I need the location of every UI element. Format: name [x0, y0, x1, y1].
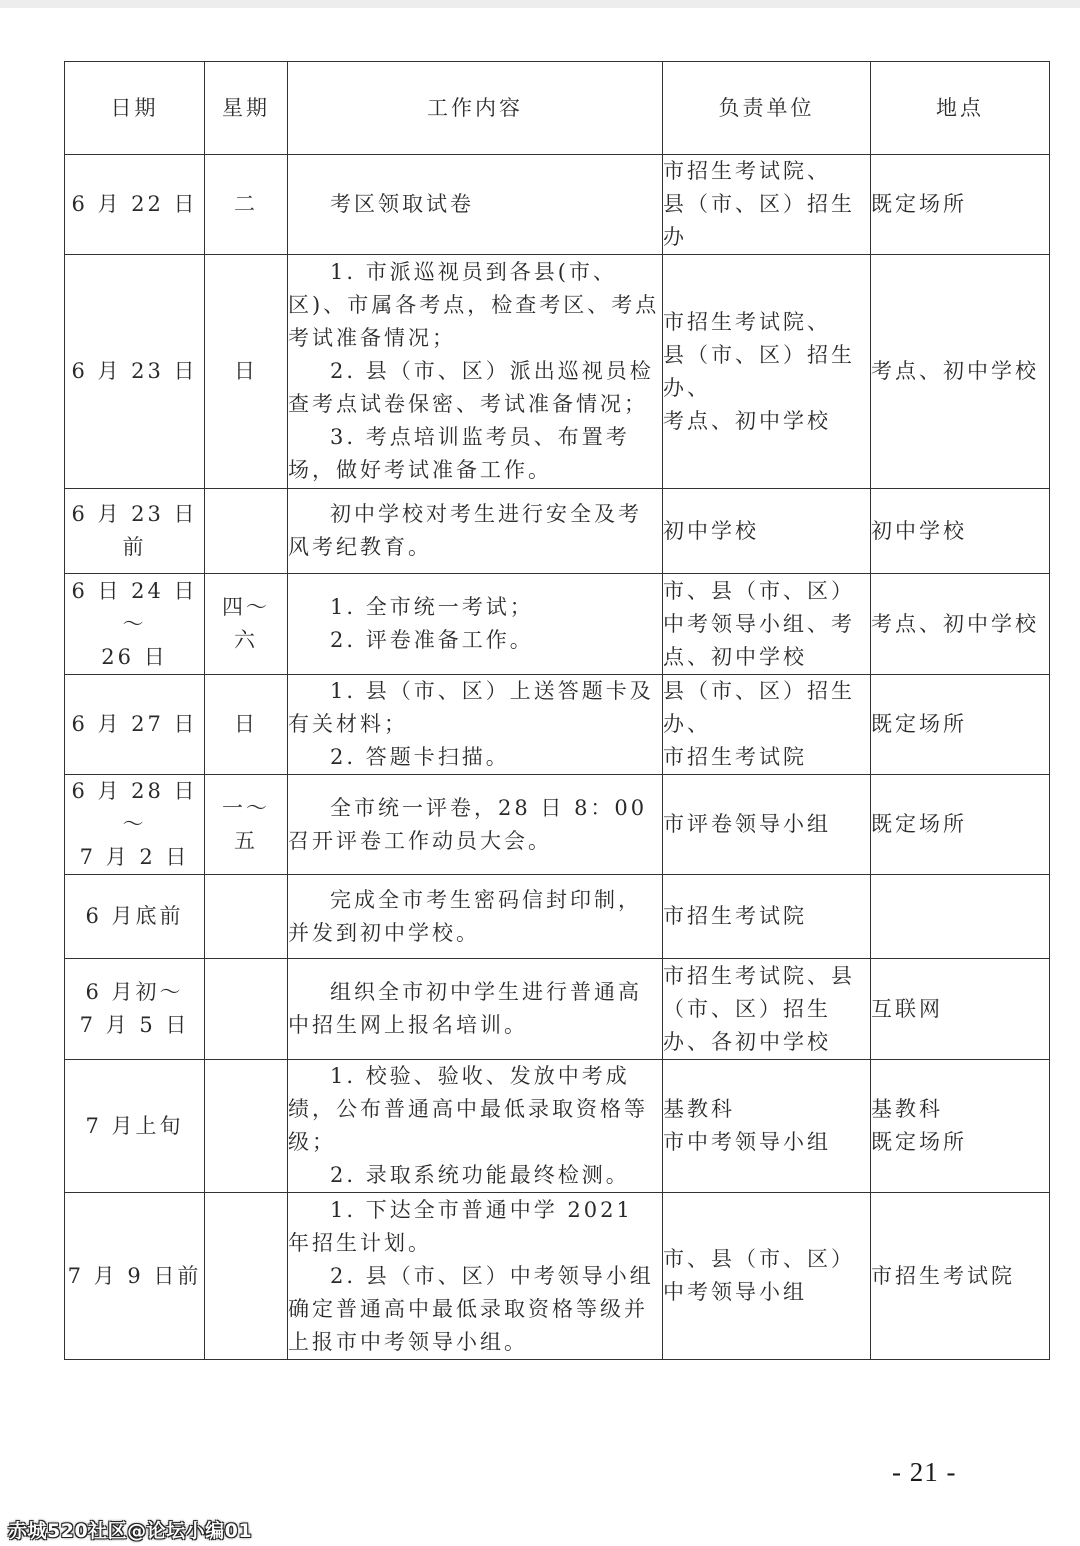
date-line: 6 日 24 日～ [71, 578, 198, 636]
cell-weekday [205, 574, 288, 675]
cell-content [288, 1060, 663, 1193]
cell-place [871, 959, 1050, 1060]
cell-unit [663, 155, 871, 255]
content-line: 1. 校验、验收、发放中考成绩，公布普通高中最低录取资格等级； [288, 1064, 648, 1154]
date-line: 6 月 23 日前 [71, 502, 198, 559]
date-line: 7 月上旬 [85, 1113, 184, 1138]
header-unit: 负责单位 [663, 62, 871, 155]
content-line: 1. 市派巡视员到各县(市、区)、市属各考点，检查考区、考点考试准备情况； [288, 260, 660, 350]
cell-place [871, 775, 1050, 875]
cell-date [65, 1060, 205, 1193]
cell-content [288, 489, 663, 574]
place-line: 市招生考试院 [871, 1263, 1015, 1288]
unit-line: 市招生考试院、县（市、区）招生办、各初中学校 [663, 963, 855, 1054]
place-line: 考点、初中学校 [871, 359, 1039, 383]
table-body [65, 155, 1050, 1360]
schedule-table [64, 61, 1050, 1360]
cell-weekday [205, 959, 288, 1060]
cell-date [65, 489, 205, 574]
unit-line: 市招生考试院 [663, 745, 807, 769]
place-line: 既定场所 [871, 812, 967, 836]
cell-content [288, 155, 663, 255]
weekday-line: 二 [234, 192, 258, 216]
cell-date [65, 255, 205, 489]
header-content: 工作内容 [288, 62, 663, 155]
table-row [65, 1193, 1050, 1360]
table-row [65, 1060, 1050, 1193]
cell-unit [663, 1193, 871, 1360]
unit-line: 基教科 [663, 1097, 735, 1121]
place-line: 既定场所 [871, 712, 967, 736]
unit-line: 市招生考试院、 [663, 159, 831, 183]
unit-line: 县（市、区）招生办、 [663, 679, 855, 736]
content-line: 1. 全市统一考试； [330, 595, 534, 619]
table-row [65, 155, 1050, 255]
content-line: 2. 县（市、区）中考领导小组确定普通高中最低录取资格等级并上报市中考领导小组。 [288, 1263, 654, 1354]
date-line: 6 月 27 日 [71, 712, 198, 736]
cell-weekday [205, 489, 288, 574]
cell-place [871, 489, 1050, 574]
weekday-line: 日 [234, 359, 258, 383]
date-line: 6 月 22 日 [71, 192, 198, 216]
cell-content [288, 675, 663, 775]
unit-line: 市评卷领导小组 [663, 812, 831, 836]
date-line: 6 月底前 [85, 904, 184, 928]
cell-weekday [205, 1060, 288, 1193]
date-line: 26 日 [101, 644, 168, 669]
cell-unit [663, 574, 871, 675]
unit-line: 市招生考试院 [663, 904, 807, 928]
cell-content [288, 574, 663, 675]
watermark: 赤城520社区@论坛小编01 [8, 1520, 253, 1542]
unit-line: 考点、初中学校 [663, 408, 831, 433]
cell-date [65, 875, 205, 959]
content-line: 1. 下达全市普通中学 2021 年招生计划。 [288, 1197, 633, 1255]
table-row [65, 775, 1050, 875]
weekday-line: 一～ [222, 795, 270, 820]
cell-date [65, 675, 205, 775]
cell-place [871, 675, 1050, 775]
cell-weekday [205, 675, 288, 775]
content-line: 2. 县（市、区）派出巡视员检查考点试卷保密、考试准备情况； [288, 359, 654, 416]
content-line: 3. 考点培训监考员、布置考场，做好考试准备工作。 [288, 425, 630, 482]
place-line: 考点、初中学校 [871, 611, 1039, 636]
cell-content [288, 1193, 663, 1360]
weekday-line: 日 [234, 712, 258, 736]
weekday-line: 六 [234, 628, 258, 652]
weekday-line: 五 [234, 828, 258, 853]
table-row [65, 959, 1050, 1060]
cell-content [288, 255, 663, 489]
date-line: 6 月 28 日～ [71, 779, 198, 836]
cell-content [288, 875, 663, 959]
unit-line: 县（市、区）招生办、 [663, 342, 855, 400]
cell-weekday [205, 255, 288, 489]
unit-line: 县（市、区）招生办 [663, 192, 855, 249]
cell-place [871, 1060, 1050, 1193]
place-line: 基教科 [871, 1097, 943, 1121]
cell-date [65, 155, 205, 255]
cell-unit [663, 675, 871, 775]
cell-unit [663, 875, 871, 959]
unit-line: 初中学校 [663, 518, 759, 543]
cell-date [65, 574, 205, 675]
cell-unit [663, 775, 871, 875]
cell-place [871, 255, 1050, 489]
cell-weekday [205, 155, 288, 255]
table-row [65, 255, 1050, 489]
cell-place [871, 875, 1050, 959]
cell-weekday [205, 775, 288, 875]
page-number: - 21 - [892, 1457, 957, 1487]
top-strip [0, 0, 1080, 8]
unit-line: 市、县（市、区）中考领导小组 [663, 1247, 855, 1304]
table-row [65, 875, 1050, 959]
cell-content [288, 959, 663, 1060]
cell-unit [663, 255, 871, 489]
date-line: 7 月 9 日前 [67, 1263, 202, 1288]
date-line: 7 月 5 日 [79, 1013, 190, 1037]
place-line: 初中学校 [871, 518, 967, 543]
cell-content [288, 775, 663, 875]
date-line: 6 月初～ [85, 980, 184, 1004]
cell-weekday [205, 1193, 288, 1360]
cell-place [871, 155, 1050, 255]
content-line: 2. 录取系统功能最终检测。 [330, 1163, 630, 1187]
date-line: 6 月 23 日 [71, 359, 198, 383]
content-line: 完成全市考生密码信封印制，并发到初中学校。 [288, 887, 642, 945]
cell-date [65, 1193, 205, 1360]
content-line: 2. 评卷准备工作。 [330, 628, 534, 652]
header-place: 地点 [871, 62, 1050, 155]
cell-date [65, 959, 205, 1060]
unit-line: 市、县（市、区）中考领导小组、考点、初中学校 [663, 578, 855, 669]
place-line: 互联网 [871, 996, 943, 1021]
cell-unit [663, 959, 871, 1060]
header-row [65, 62, 1050, 155]
place-line: 既定场所 [871, 1130, 967, 1154]
content-line: 组织全市初中学生进行普通高中招生网上报名培训。 [288, 980, 642, 1037]
unit-line: 市中考领导小组 [663, 1130, 831, 1154]
table-row [65, 574, 1050, 675]
header-date: 日期 [65, 62, 205, 155]
content-line: 2. 答题卡扫描。 [330, 745, 510, 769]
content-line: 全市统一评卷，28 日 8：00 召开评卷工作动员大会。 [288, 795, 648, 853]
cell-unit [663, 489, 871, 574]
place-line: 既定场所 [871, 192, 967, 216]
content-line: 1. 县（市、区）上送答题卡及有关材料； [288, 679, 654, 736]
table-row [65, 675, 1050, 775]
weekday-line: 四～ [222, 595, 270, 619]
cell-place [871, 1193, 1050, 1360]
cell-place [871, 574, 1050, 675]
table-row [65, 489, 1050, 574]
content-line: 考区领取试卷 [330, 192, 474, 216]
content-line: 初中学校对考生进行安全及考风考纪教育。 [288, 502, 642, 559]
header-weekday: 星期 [205, 62, 288, 155]
cell-date [65, 775, 205, 875]
date-line: 7 月 2 日 [79, 845, 190, 869]
unit-line: 市招生考试院、 [663, 309, 831, 334]
cell-weekday [205, 875, 288, 959]
cell-unit [663, 1060, 871, 1193]
